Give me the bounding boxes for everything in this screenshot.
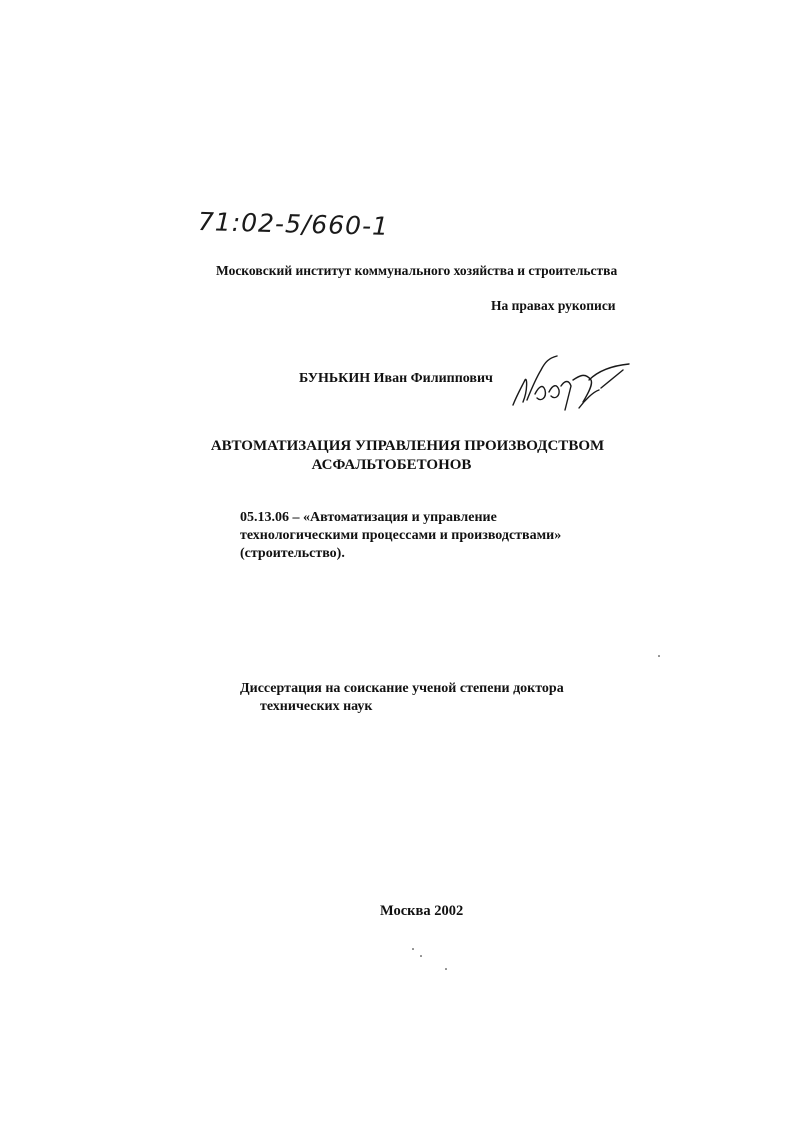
degree-line-1: Диссертация на соискание ученой степени доктора	[240, 681, 564, 696]
scan-speck	[658, 655, 660, 657]
catalog-number: 71:02-5/660-1	[197, 207, 390, 241]
degree-statement	[240, 680, 564, 716]
institute-name: Московский институт коммунального хозяйства и строительства	[216, 263, 618, 278]
title-line-2: АСФАЛЬТОБЕТОНОВ	[311, 457, 472, 473]
city-year: Москва 2002	[380, 903, 464, 919]
scan-speck	[420, 955, 422, 957]
title-line-1: АВТОМАТИЗАЦИЯ УПРАВЛЕНИЯ ПРОИЗВОДСТВОМ	[210, 438, 605, 454]
author-name: БУНЬКИН Иван Филиппович	[299, 371, 493, 386]
handwritten-signature-icon	[505, 350, 645, 420]
specialty-line-3: (строительство).	[240, 546, 345, 561]
scan-speck	[412, 948, 414, 950]
specialty-line-1: 05.13.06 – «Автоматизация и управление	[240, 510, 497, 525]
rights-note: На правах рукописи	[491, 298, 616, 313]
scan-speck	[445, 968, 447, 970]
specialty-block	[240, 509, 561, 563]
degree-line-2: технических наук	[260, 699, 373, 714]
dissertation-title	[180, 437, 635, 475]
specialty-line-2: технологическими процессами и производствами»	[240, 528, 562, 543]
